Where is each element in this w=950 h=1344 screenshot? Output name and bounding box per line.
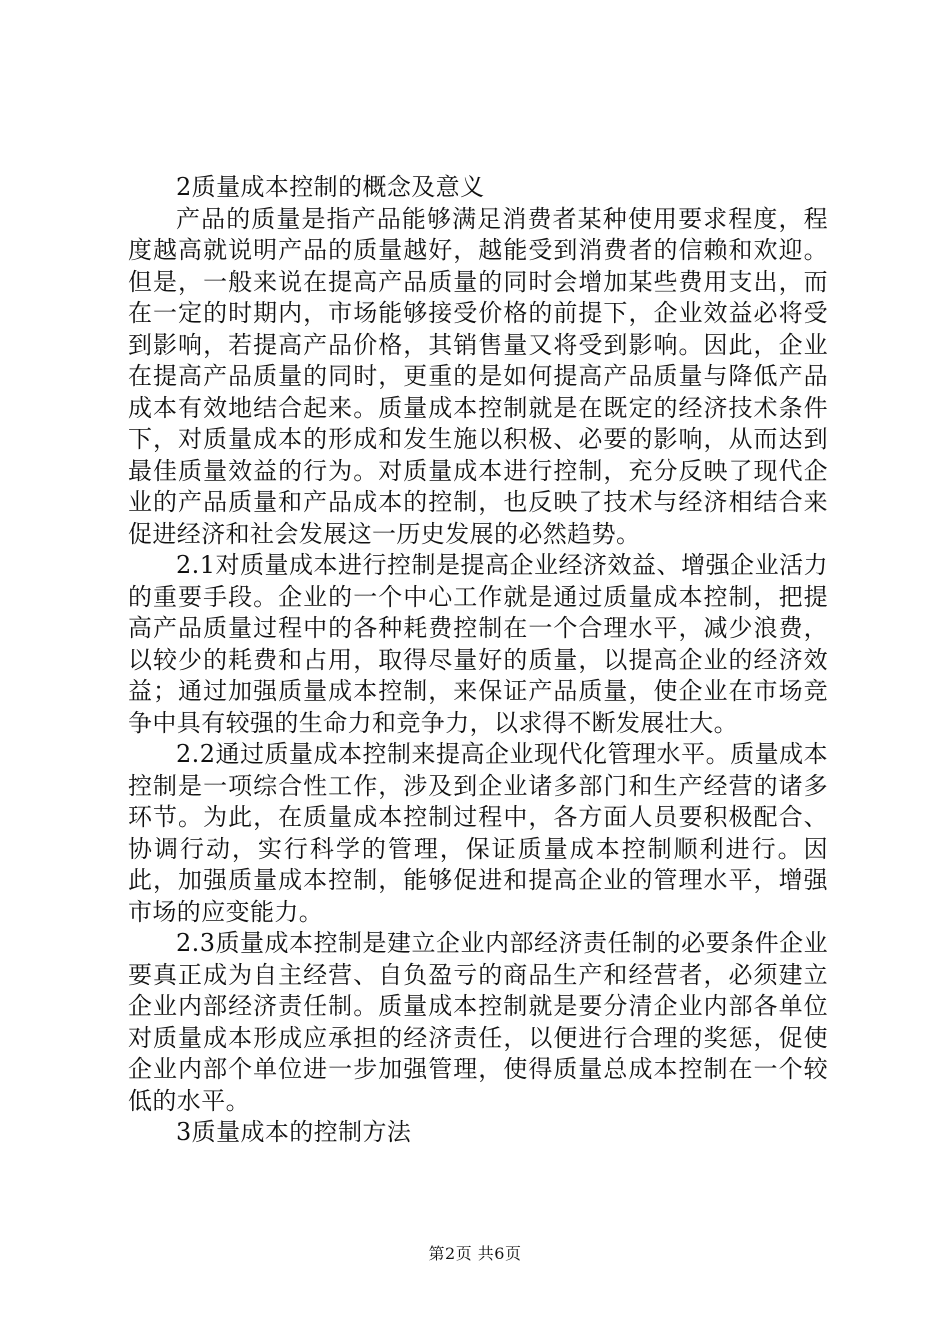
section-heading-3: 3质量成本的控制方法 (176, 1118, 412, 1146)
paragraph-2-1: 2.1对质量成本进行控制是提高企业经济效益、增强企业活力的重要手段。企业的一个中心工作就是通过质量成本控制，把提高产品质量过程中的各种耗费控制在一个合理水平，减少浪费，以较少的耗费和占用，取得尽量好的质量，以提高企业的经济效益；通过加强质量成本控制，来保证产品质量，使企业在市场竞争中具有较强的生命力和竞争力，以求得不断发展壮大。 (128, 551, 828, 737)
paragraph-intro: 产品的质量是指产品能够满足消费者某种使用要求程度，程度越高就说明产品的质量越好，越能受到消费者的信赖和欢迎。但是，一般来说在提高产品质量的同时会增加某些费用支出，而在一定的时期内，市场能够接受价格的前提下，企业效益必将受到影响，若提高产品价格，其销售量又将受到影响。因此，企业在提高产品质量的同时，更重的是如何提高产品质量与降低产品成本有效地结合起来。质量成本控制就是在既定的经济技术条件下，对质量成本的形成和发生施以积极、必要的影响，从而达到最佳质量效益的行为。对质量成本进行控制，充分反映了现代企业的产品质量和产品成本的控制，也反映了技术与经济相结合来促进经济和社会发展这一历史发展的必然趋势。 (128, 204, 828, 548)
paragraph-2-2: 2.2通过质量成本控制来提高企业现代化管理水平。质量成本控制是一项综合性工作，涉及到企业诸多部门和生产经营的诸多环节。为此，在质量成本控制过程中，各方面人员要积极配合、协调行动，实行科学的管理，保证质量成本控制顺利进行。因此，加强质量成本控制，能够促进和提高企业的管理水平，增强市场的应变能力。 (128, 740, 828, 926)
section-heading-2: 2质量成本控制的概念及意义 (176, 173, 485, 201)
document-body (128, 172, 828, 1149)
paragraph-2-3: 2.3质量成本控制是建立企业内部经济责任制的必要条件企业要真正成为自主经营、自负盈亏的商品生产和经营者，必须建立企业内部经济责任制。质量成本控制就是要分清企业内部各单位对质量成本形成应承担的经济责任，以便进行合理的奖惩，促使企业内部个单位进一步加强管理，使得质量总成本控制在一个较低的水平。 (128, 929, 828, 1115)
page-footer: 第2页 共6页 (428, 1244, 522, 1263)
